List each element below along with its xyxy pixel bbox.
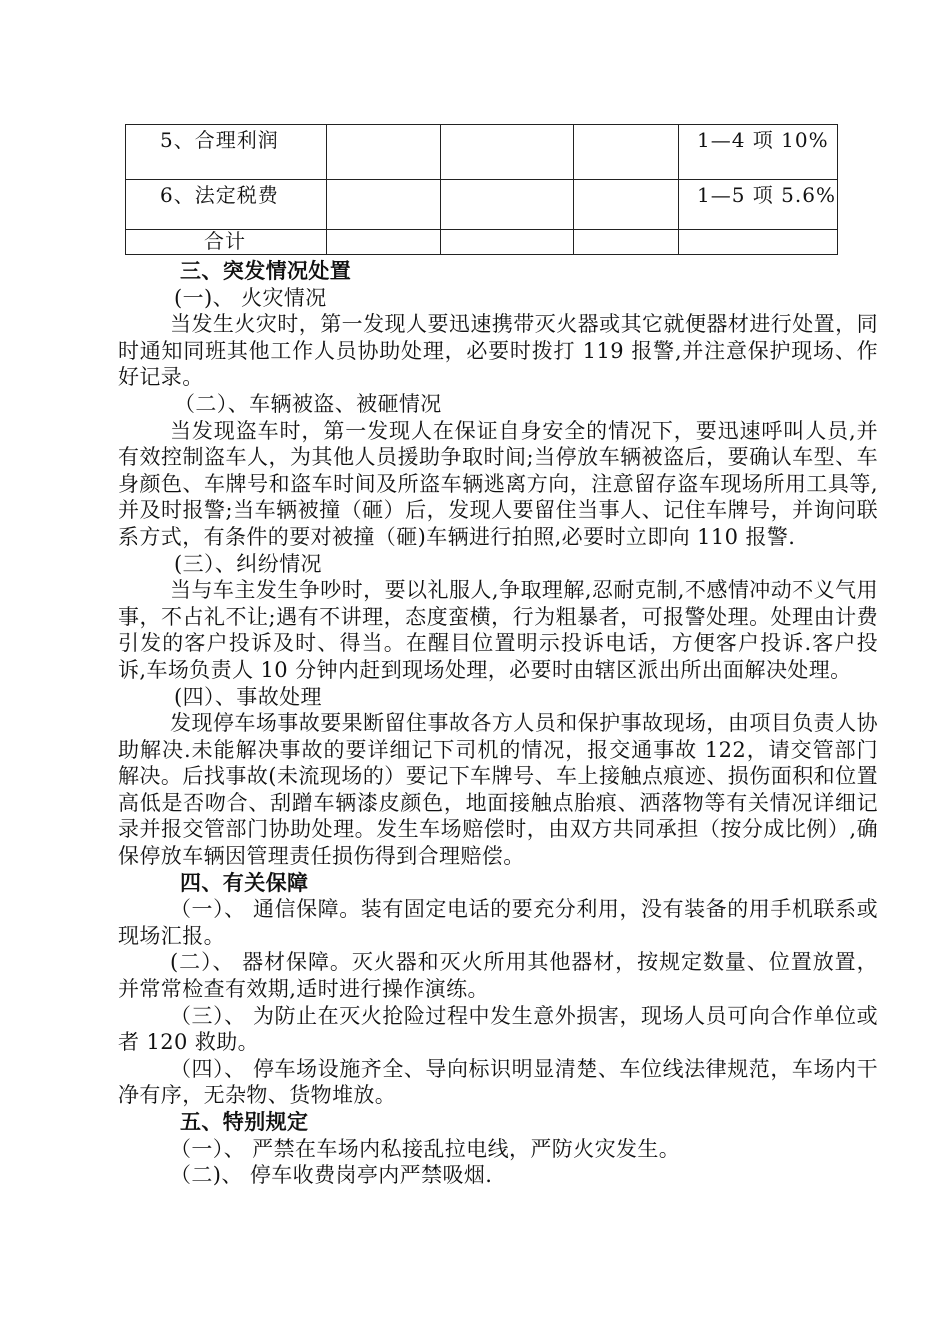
subsection-heading: (一)、 火灾情况 [174,285,327,310]
table-cell [327,230,441,255]
section-heading: 四、有关保障 [180,869,309,895]
paragraph: （二)、 停车收费岗亭内严禁吸烟. [170,1163,493,1188]
table-cell-item: 5、合理利润 [126,125,327,180]
subsection-heading: （二）、车辆被盗、被砸情况 [174,391,442,416]
paragraph: （四）、 停车场设施齐全、导向标识明显清楚、车位线法律规范，车场内干净有序，无杂物、货物堆放。 [118,1056,878,1108]
table-cell-note [679,230,838,255]
table-cell [441,180,574,230]
table-row [126,125,838,180]
paragraph: 当发现盗车时，第一发现人在保证自身安全的情况下，要迅速呼叫人员,并有效控制盗车人，为其他人员援助争取时间;当停放车辆被盗后，要确认车型、车身颜色、车牌号和盗车时间及所盗车辆逃离方向，注意留存盗车现场所用工具等,并及时报警;当车辆被撞（砸）后，发现人要留住当事人、记住车牌号，并询问联系方式，有条件的要对被撞（砸)车辆进行拍照,必要时立即向 110 报警. [118,418,878,549]
table-cell-note: 1—5 项 5.6% [679,180,838,230]
paragraph: （一）、 严禁在车场内私接乱拉电线，严防火灾发生。 [170,1136,681,1161]
paragraph: （三）、 为防止在灭火抢险过程中发生意外损害，现场人员可向合作单位或者 120 救助。 [118,1003,878,1055]
table-cell-item: 6、法定税费 [126,180,327,230]
table-cell-total: 合计 [126,230,327,255]
table-cell [441,125,574,180]
cost-table [125,124,838,255]
document-body [118,258,878,1189]
subsection-heading: (三）、纠纷情况 [174,551,322,576]
table-cell [574,230,679,255]
section-heading: 五、特别规定 [180,1109,309,1134]
table-cell-note: 1—4 项 10% [679,125,838,180]
table-cell [327,125,441,180]
paragraph: 发现停车场事故要果断留住事故各方人员和保护事故现场，由项目负责人协助解决.未能解决事故的要详细记下司机的情况，报交通事故 122，请交管部门解决。后找事故(未流现场的）要记下车牌号、车上接触点痕迹、损伤面积和位置高低是否吻合、刮蹭车辆漆皮颜色，地面接触点胎痕、洒落物等有关情况详细记录并报交管部门协助处理。发生车场赔偿时，由双方共同承担（按分成比例）,确保停放车辆因管理责任损伤得到合理赔偿。 [118,711,878,869]
paragraph: 当与车主发生争吵时，要以礼服人,争取理解,忍耐克制,不感情冲动不义气用事，不占礼不让;遇有不讲理，态度蛮横，行为粗暴者，可报警处理。处理由计费引发的客户投诉及时、得当。在醒目位置明示投诉电话，方便客户投诉.客户投诉,车场负责人 10 分钟内赶到现场处理，必要时由辖区派出所出面解决处理。 [118,578,878,682]
subsection-heading: (四）、事故处理 [174,684,322,709]
section-heading: 三、突发情况处置 [180,258,352,283]
table-cell [574,125,679,180]
table-row [126,230,838,255]
table-cell [574,180,679,230]
paragraph: 当发生火灾时，第一发现人要迅速携带灭火器或其它就便器材进行处置，同时通知同班其他工作人员协助处理，必要时拨打 119 报警,并注意保护现场、作好记录。 [118,312,878,390]
paragraph: （一）、 通信保障。装有固定电话的要充分利用，没有装备的用手机联系或现场汇报。 [118,897,878,948]
table-cell [327,180,441,230]
paragraph: (二）、 器材保障。灭火器和灭火所用其他器材，按规定数量、位置放置，并常常检查有效期,适时进行操作演练。 [118,950,878,1002]
table-cell [441,230,574,255]
table-row [126,180,838,230]
